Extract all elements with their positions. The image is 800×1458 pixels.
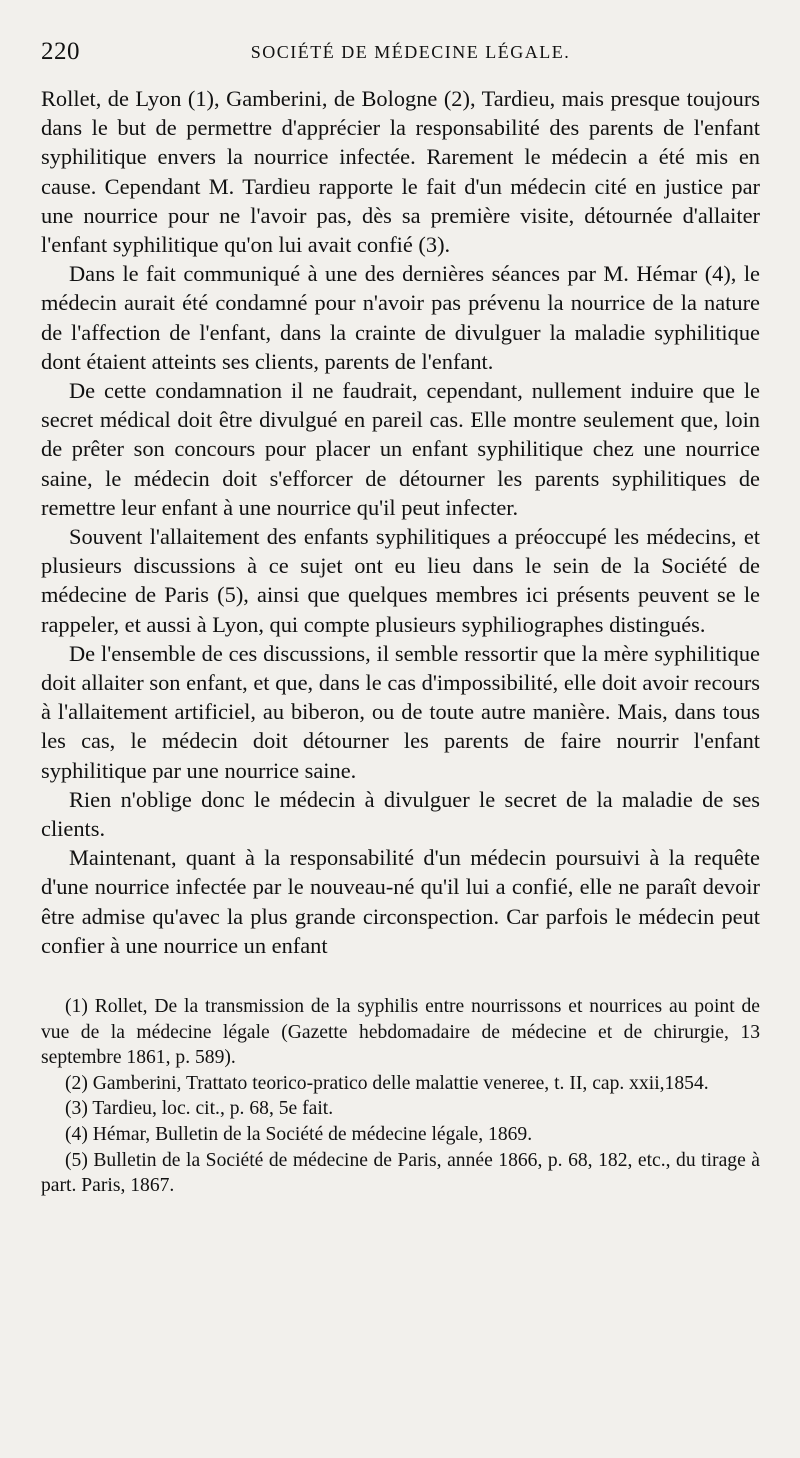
footnote: (3) Tardieu, loc. cit., p. 68, 5e fait. [65, 1098, 334, 1120]
paragraph: De cette condamnation il ne faudrait, cependant, nullement induire que le secret médical doit être divulgué en pareil cas. Elle montre seulement que, loin de prêter son concours pour placer un enfant syphilitique chez une nourrice saine, le médecin doit s'efforcer de détourner les parents syphilitiques de remettre leur enfant à une nourrice qu'il peut infecter. [41, 378, 760, 520]
footnote: (2) Gamberini, Trattato teorico-pratico delle malattie veneree, t. II, cap. xxii,1854. [65, 1072, 709, 1094]
paragraph: Rien n'oblige donc le médecin à divulguer le secret de la maladie de ses clients. [41, 786, 760, 842]
running-head: SOCIÉTÉ DE MÉDECINE LÉGALE. [250, 42, 571, 62]
paragraph: Dans le fait communiqué à une des dernières séances par M. Hémar (4), le médecin aurait été condamné pour n'avoir pas prévenu la nourrice de la nature de l'affection de l'enfant, dans la crainte de divulguer la maladie syphilitique dont étaient atteints ses clients, parents de l'enfant. [41, 261, 760, 374]
footnote: (5) Bulletin de la Société de médecine de Paris, année 1866, p. 68, 182, etc., du tirage à part. Paris, 1867. [41, 1149, 760, 1197]
paragraph: Rollet, de Lyon (1), Gamberini, de Bologne (2), Tardieu, mais presque toujours dans le but de permettre d'apprécier la responsabilité des parents de l'enfant syphilitique envers la nourrice infectée. Rarement le médecin a été mis en cause. Cependant M. Tardieu rapporte le fait d'un médecin cité en justice par une nourrice pour ne l'avoir pas, dès sa première visite, détournée d'allaiter l'enfant syphilitique qu'on lui avait confié (3). [41, 86, 760, 258]
paragraph: Souvent l'allaitement des enfants syphilitiques a préoccupé les médecins, et plusieurs discussions à ce sujet ont eu lieu dans le sein de la Société de médecine de Paris (5), ainsi que quelques membres ici présents peuvent se le rappeler, et aussi à Lyon, qui compte plusieurs syphiliographes distingués. [41, 524, 760, 637]
page-header [41, 38, 760, 78]
footnote: (1) Rollet, De la transmission de la syphilis entre nourrissons et nourrices au point de vue de la médecine légale (Gazette hebdomadaire de médecine et de chirurgie, 13 septembre 1861, p. 589). [41, 996, 760, 1069]
body-text [41, 84, 760, 960]
footnotes [41, 994, 760, 1199]
paragraph: De l'ensemble de ces discussions, il semble ressortir que la mère syphilitique doit allaiter son enfant, et que, dans le cas d'impossibilité, elle doit avoir recours à l'allaitement artificiel, au biberon, ou de toute autre manière. Mais, dans tous les cas, le médecin doit détourner les parents de faire nourrir l'enfant syphilitique par une nourrice saine. [41, 640, 760, 783]
paragraph: Maintenant, quant à la responsabilité d'un médecin poursuivi à la requête d'une nourrice infectée par le nouveau-né qu'il lui a confié, elle ne paraît devoir être admise qu'avec la plus grande circonspection. Car parfois le médecin peut confier à une nourrice un enfant [41, 845, 760, 958]
footnote: (4) Hémar, Bulletin de la Société de médecine légale, 1869. [65, 1124, 533, 1146]
page-number: 220 [41, 38, 80, 65]
